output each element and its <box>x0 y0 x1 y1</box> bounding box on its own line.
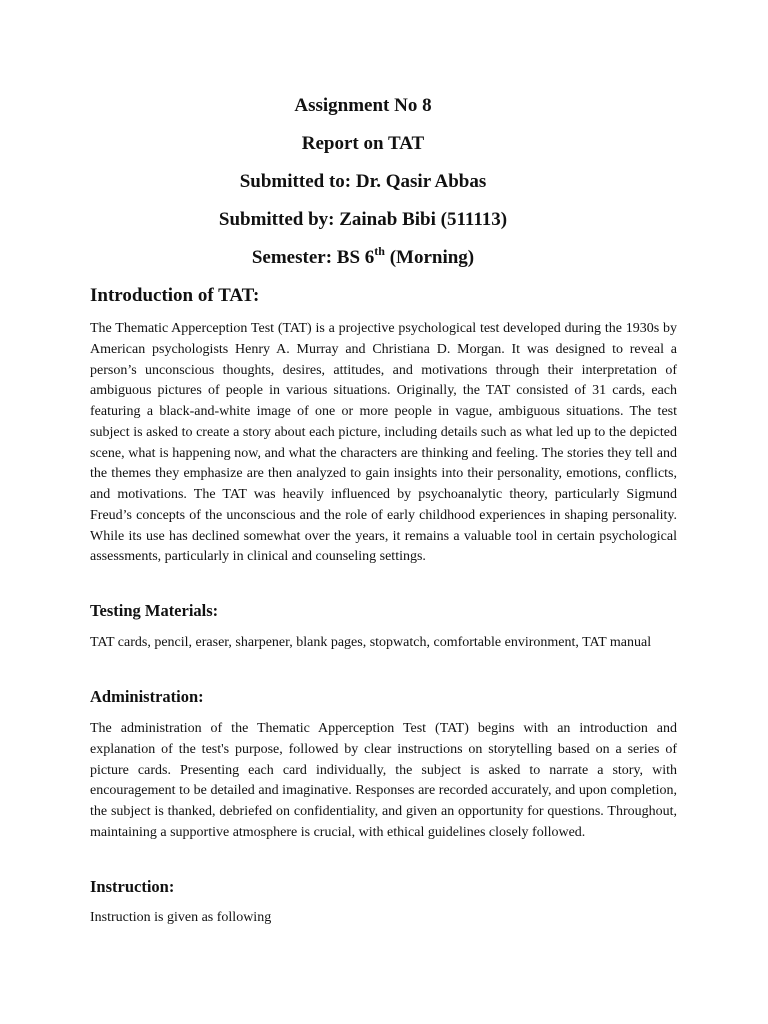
materials-heading: Testing Materials: <box>90 601 219 620</box>
report-title: Report on TAT <box>301 133 425 154</box>
submitted-to-line: Submitted to: Dr. Qasir Abbas <box>239 171 487 192</box>
instruction-paragraph: Instruction is given as following <box>90 910 272 925</box>
submitted-by-line: Submitted by: Zainab Bibi (511113) <box>218 209 508 230</box>
materials-paragraph: TAT cards, pencil, eraser, sharpener, blank pages, stopwatch, comfortable environment, TAT manual <box>90 635 652 650</box>
instruction-heading: Instruction: <box>90 877 175 896</box>
administration-heading: Administration: <box>90 687 204 706</box>
assignment-title: Assignment No 8 <box>294 95 432 116</box>
administration-paragraph: The administration of the Thematic Apperception Test (TAT) begins with an introduction and explanation of the test's purpose, followed by clear instructions on storytelling based on a series of picture cards. Presenting each card individually, the subject is asked to narrate a story, with encouragement to be detailed and imaginative. Responses are recorded accurately, and upon completion, the subject is thanked, debriefed on confidentiality, and given an opportunity for questions. Throughout, maintaining a supportive atmosphere is crucial, with ethical guidelines closely followed. <box>90 721 677 840</box>
semester-prefix: Semester: BS 6 <box>251 247 375 268</box>
intro-paragraph: The Thematic Apperception Test (TAT) is a projective psychological test developed during the 1930s by American psychologists Henry A. Murray and Christiana D. Morgan. It was designed to reveal a person’s unconscious thoughts, desires, attitudes, and motivations through their interpretation of ambiguous pictures of people in various situations. Originally, the TAT consisted of 31 cards, each featuring a black-and-white image of one or more people in vague, ambiguous situations. The test subject is asked to create a story about each picture, including details such as what led up to the depicted scene, what is happening now, and what the characters are thinking and feeling. The stories they tell and the themes they emphasize are then analyzed to gain insights into their personality, emotions, conflicts, and motivations. The TAT was heavily influenced by psychoanalytic theory, particularly Sigmund Freud’s concepts of the unconscious and the role of early childhood experiences in shaping personality. While its use has declined somewhat over the years, it remains a valuable tool in certain psychological assessments, particularly in clinical and counseling settings. <box>90 321 677 565</box>
semester-superscript: th <box>374 243 385 258</box>
intro-heading: Introduction of TAT: <box>90 285 260 306</box>
semester-suffix: (Morning) <box>384 247 475 268</box>
semester-line <box>0 243 726 270</box>
